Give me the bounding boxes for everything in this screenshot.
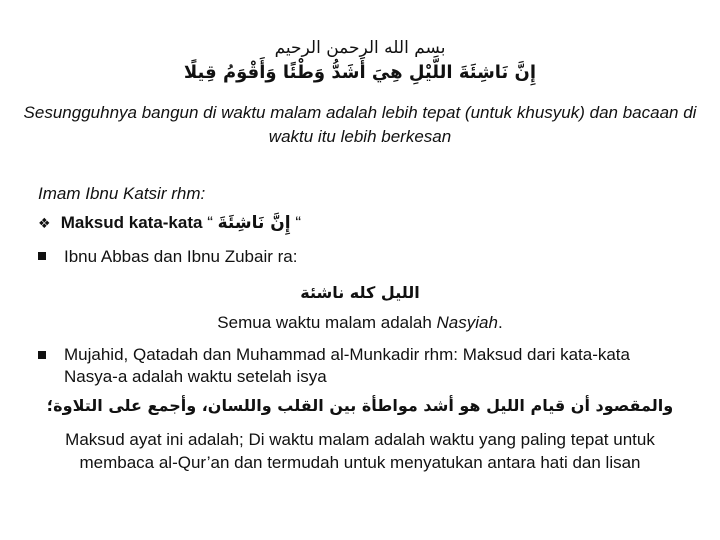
semua-end: . [497, 313, 503, 332]
quran-verse: إِنَّ نَاشِئَةَ اللَّيْلِ هِيَ أَشَدُّ وَطْئًا وَأَقْوَمُ قِيلًا [183, 62, 537, 83]
arabic-quote-2: والمقصود أن قيام الليل هو أشد مواطأة بين القلب واللسان، وأجمع على التلاوة؛ [46, 396, 674, 415]
square-bullet-icon [38, 252, 46, 260]
square-bullet-icon [38, 351, 46, 359]
imam-heading: Imam Ibnu Katsir rhm: [38, 184, 206, 203]
bullet-mujahid [38, 344, 678, 388]
nasyiah-term: Nasyiah [436, 313, 498, 332]
verse-translation: Sesungguhnya bangun di waktu malam adalah lebih tepat (untuk khusyuk) dan bacaan di waktu itu lebih berkesan [23, 103, 697, 146]
quote-open: “ [207, 213, 213, 232]
maksud-arabic: إِنَّ نَاشِئَةَ [217, 213, 291, 233]
bullet-text: Ibnu Abbas dan Ibnu Zubair ra: [64, 247, 298, 266]
maksud-label: Maksud kata-kata [60, 213, 203, 232]
semua-waktu-line [0, 313, 720, 333]
maksud-row [38, 213, 301, 233]
arabic-quote-1: الليل كله ناشئة [300, 283, 420, 302]
semua-text: Semua waktu malam adalah [217, 313, 437, 332]
bismillah-text: بسم الله الرحمن الرحيم [274, 38, 446, 58]
maksud-ayat-paragraph: Maksud ayat ini adalah; Di waktu malam adalah waktu yang paling tepat untuk membaca al-Qur’an dan termudah untuk menyatukan antara hati dan lisan [65, 430, 655, 472]
bullet-ibnu-abbas [38, 247, 297, 267]
diamond-bullet-icon: ❖ [38, 215, 51, 231]
quote-close: “ [295, 213, 302, 232]
bullet-text: Mujahid, Qatadah dan Muhammad al-Munkadir rhm: Maksud dari kata-kata Nasya-a adalah waktu setelah isya [64, 345, 630, 386]
